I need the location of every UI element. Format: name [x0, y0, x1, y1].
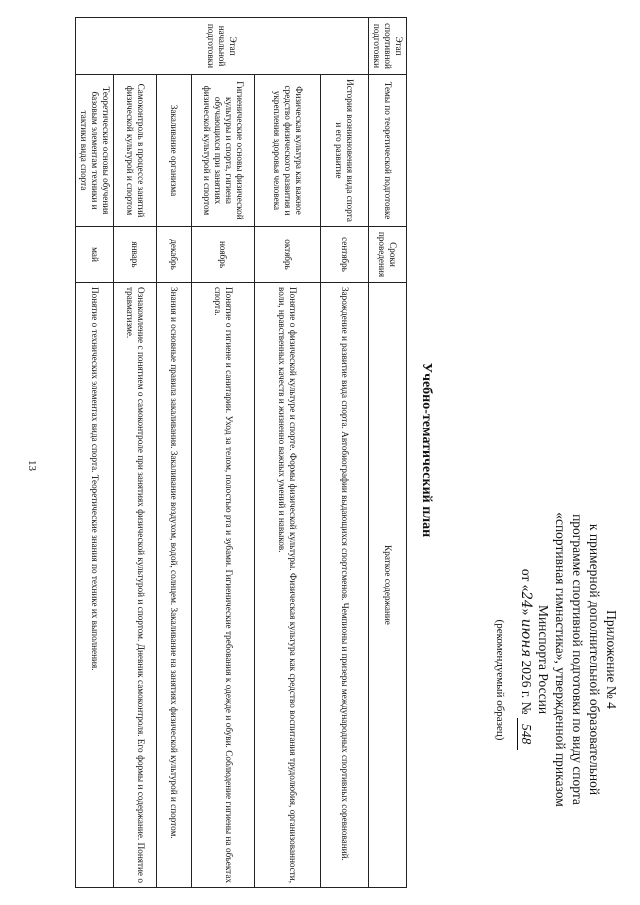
plan-table: [75, 17, 407, 888]
period-cell: сентябрь: [321, 227, 369, 283]
order-number: 548: [517, 718, 535, 750]
page-number: 13: [26, 460, 38, 471]
topic-cell: Самоконтроль в процессе занятий физической культурой и спортом: [114, 75, 157, 227]
period-cell: ноябрь: [192, 227, 255, 283]
content-cell: Ознакомление с понятием о самоконтроле при занятиях физической культурой и спортом. Дневник самоконтроля. Его формы и содержание. Понятие о травматизме.: [114, 283, 157, 888]
appendix-line: «спортивная гимнастика», утвержденной приказом: [553, 512, 568, 807]
table-row: [192, 18, 255, 888]
topic-cell: Физическая культура как важное средство физического развития и укрепления здоровья человека: [255, 75, 321, 227]
table-header-row: [369, 18, 407, 888]
appendix-line: Минспорта России: [536, 604, 551, 715]
header-period: Сроки проведения: [369, 227, 407, 283]
period-cell: октябрь: [255, 227, 321, 283]
content-cell: Понятие о физической культуре и спорте. Формы физической культуры. Физическая культура как средство воспитания трудолюбия, организованности, воли, нравственных качеств и жизненно важных умений и навыков.: [255, 283, 321, 888]
period-cell: май: [76, 227, 114, 283]
header-stage: Этап спортивной подготовки: [369, 18, 407, 75]
date-month: июня: [518, 618, 534, 658]
date-mid: »: [519, 608, 534, 619]
period-cell: декабрь: [157, 227, 192, 283]
appendix-title: Приложение № 4: [604, 610, 619, 709]
plan-title: Учебно-тематический план: [419, 362, 434, 538]
recommended-note: (рекомендуемый образец): [494, 619, 506, 741]
topic-cell: Гигиенические основы физической культуры и спорта, гигиена обучающихся при занятиях физической культурой и спортом: [192, 75, 255, 227]
period-cell: январь: [114, 227, 157, 283]
date-year: 2026 г. №: [519, 657, 534, 718]
appendix-header: [517, 432, 620, 887]
date-prefix: от «: [519, 568, 534, 592]
stage-cell: Этап начальной подготовки: [76, 18, 369, 75]
date-day: 24: [518, 591, 534, 609]
content-cell: Знания и основные правила закаливания. Закаливание воздухом, водой, солнцем. Закаливание на занятиях физической культурой и спортом.: [157, 283, 192, 888]
topic-cell: Теоретические основы обучения базовым элементам техники и тактики вида спорта: [76, 75, 114, 227]
content-cell: Понятие о технических элементах вида спорта. Теоретические знания по технике их выполнения.: [76, 283, 114, 888]
table-row: [321, 18, 369, 888]
content-cell: Зарождение и развитие вида спорта. Автобиографии выдающихся спортсменов. Чемпионы и призеры международных спортивных соревнований.: [321, 283, 369, 888]
appendix-date-line: [517, 432, 535, 887]
appendix-line: к примерной дополнительной образовательной: [587, 523, 602, 796]
table-row: [114, 18, 157, 888]
table-row: [157, 18, 192, 888]
header-content: Краткое содержание: [369, 283, 407, 888]
table-row: [255, 18, 321, 888]
appendix-line: программе спортивной подготовки по виду спорта: [570, 514, 585, 805]
header-topic: Темы по теоретической подготовке: [369, 75, 407, 227]
table-row: [76, 18, 114, 888]
content-cell: Понятие о гигиене и санитарии. Уход за телом, полостью рта и зубами. Гигиенические требования к одежде и обуви. Соблюдение гигиены на объектах спорта.: [192, 283, 255, 888]
topic-cell: История возникновения вида спорта и его развитие: [321, 75, 369, 227]
topic-cell: Закаливание организма: [157, 75, 192, 227]
